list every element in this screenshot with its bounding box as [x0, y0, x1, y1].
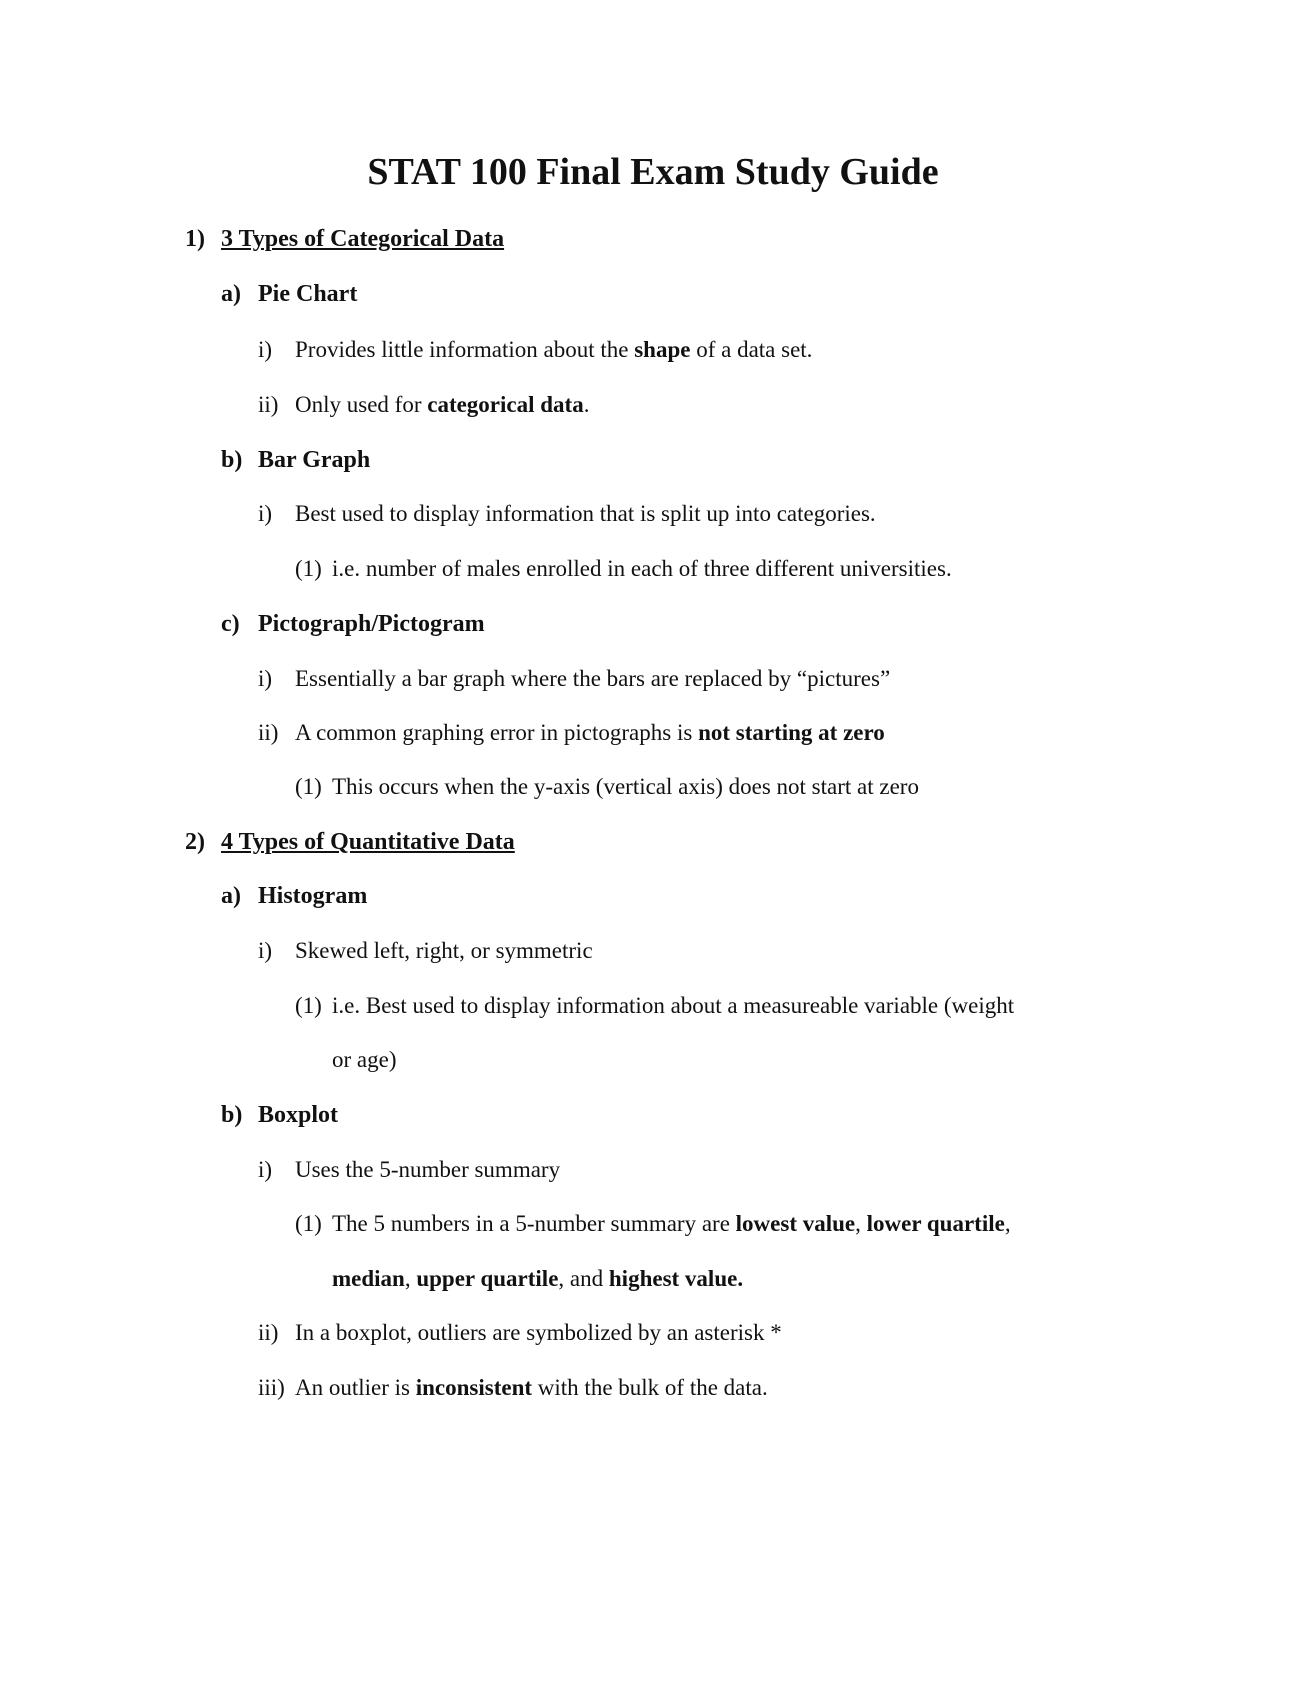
subsection-label: c) [221, 611, 240, 637]
item-label: ii) [258, 720, 279, 745]
item-text: Uses the 5-number summary [295, 1157, 561, 1182]
item-text: Best used to display information that is split up into categories. [295, 501, 876, 526]
item-text: i.e. number of males enrolled in each of three different universities. [332, 556, 952, 581]
bold-term: inconsistent [415, 1375, 533, 1400]
item-label: i) [258, 337, 273, 362]
subsection-label: a) [221, 883, 241, 909]
item-label: (1) [295, 1211, 322, 1236]
item-label: i) [258, 938, 273, 963]
item-label: iii) [258, 1375, 285, 1400]
subsection-label: a) [221, 281, 241, 307]
item-label: (1) [295, 993, 322, 1018]
subsection-title: Bar Graph [258, 447, 371, 473]
bold-term: not starting at zero [698, 720, 885, 745]
item-label: i) [258, 666, 273, 691]
item-text: This occurs when the y-axis (vertical axis) does not start at zero [332, 774, 919, 799]
item-text: Essentially a bar graph where the bars are replaced by “pictures” [295, 666, 891, 691]
section-title: 4 Types of Quantitative Data [221, 829, 515, 855]
bold-term: categorical data [427, 392, 584, 417]
item-text: In a boxplot, outliers are symbolized by an asterisk * [295, 1320, 782, 1345]
item-label: i) [258, 501, 273, 526]
subsection-label: b) [221, 447, 243, 473]
document-title: STAT 100 Final Exam Study Guide [367, 151, 939, 193]
item-text: Skewed left, right, or symmetric [295, 938, 593, 963]
item-label: (1) [295, 774, 322, 799]
item-text: A common graphing error in pictographs is not starting at zero [295, 720, 885, 745]
item-text: median, upper quartile, and highest value. [332, 1266, 744, 1291]
section-number: 2) [185, 829, 205, 855]
subsection-label: b) [221, 1102, 243, 1128]
item-label: ii) [258, 392, 279, 417]
item-label: (1) [295, 556, 322, 581]
item-text: The 5 numbers in a 5-number summary are lowest value, lower quartile, [332, 1211, 1011, 1236]
item-text: i.e. Best used to display information about a measureable variable (weight [332, 993, 1015, 1018]
item-text: Provides little information about the shape of a data set. [295, 337, 813, 362]
section-number: 1) [185, 226, 205, 252]
item-text: An outlier is inconsistent with the bulk of the data. [295, 1375, 768, 1400]
item-text: or age) [332, 1047, 397, 1072]
bold-term: lowest value [735, 1211, 856, 1236]
item-label: i) [258, 1157, 273, 1182]
subsection-title: Pie Chart [258, 281, 358, 307]
bold-term: median [332, 1266, 405, 1291]
subsection-title: Histogram [258, 883, 368, 909]
subsection-title: Pictograph/Pictogram [258, 611, 485, 637]
item-text: Only used for categorical data. [295, 392, 590, 417]
bold-term: shape [634, 337, 691, 362]
bold-term: highest value. [608, 1266, 744, 1291]
subsection-title: Boxplot [258, 1102, 339, 1128]
item-label: ii) [258, 1320, 279, 1345]
bold-term: lower quartile [866, 1211, 1005, 1236]
section-title: 3 Types of Categorical Data [221, 226, 505, 252]
bold-term: upper quartile [416, 1266, 559, 1291]
